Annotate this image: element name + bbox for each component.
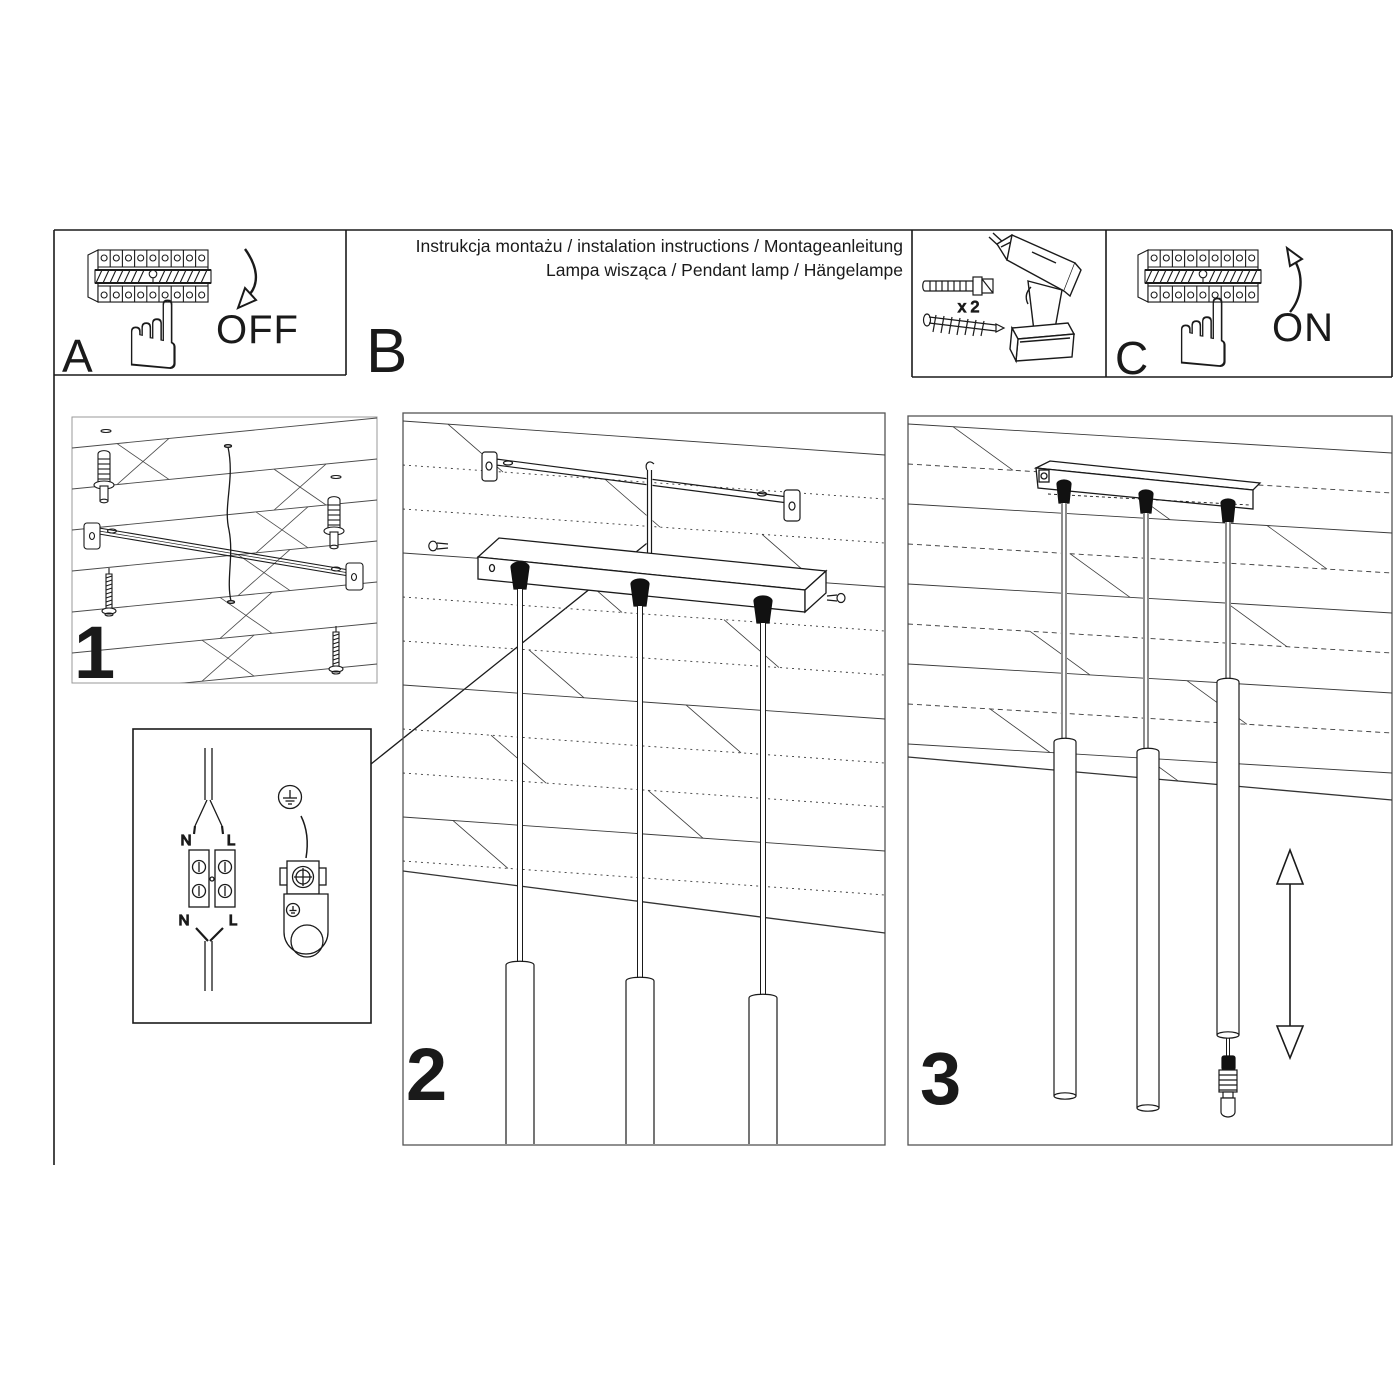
curved-arrow-up-icon [1287,248,1302,312]
off-label: OFF [216,308,299,352]
curved-arrow-down-icon [238,249,256,308]
step-2-panel [403,413,885,1145]
height-adjust-arrow-icon [1277,850,1303,1058]
title-line-2: Lampa wisząca / Pendant lamp / Hängelampe [545,260,903,280]
wire-l-top-label: L [226,832,236,849]
ceiling-screw [827,594,845,603]
pointing-hand-icon: ☝ [124,280,183,392]
wall-anchor-icon [94,451,114,503]
ceiling-wire [225,445,235,604]
step-b-label: B [366,317,408,386]
screw-icon [924,314,1005,336]
wire-n-bottom-label: N [178,912,190,929]
bulb-socket-icon [1219,1038,1237,1117]
terminal-block-icon [189,748,238,991]
anchor-count-label: x 2 [958,299,980,316]
sheet-title [416,236,903,280]
ceiling-pattern [403,421,885,895]
on-label: ON [1272,306,1334,350]
screw-icon [102,568,116,616]
step-3-panel [908,416,1392,1145]
pointing-hand-icon: ☝ [1174,278,1233,390]
step-c-panel [1115,248,1334,390]
step-1-label: 1 [74,611,116,694]
step-a-panel [62,249,299,392]
step-3-label: 3 [920,1037,962,1120]
drill-icon [989,233,1081,361]
earth-symbol-icon [279,786,302,809]
drill-hole-mark [331,476,341,479]
ceiling-screw [429,541,448,551]
title-line-1: Instrukcja montażu / instalation instructions / Montageanleitung [415,236,903,256]
wire-n-top-label: N [180,832,192,849]
ceiling-pattern [72,418,377,694]
wiring-detail-box [133,540,651,1023]
step-c-label: C [1115,332,1149,384]
wall-anchor-icon [324,497,344,549]
drill-hole-mark [101,430,111,433]
ceiling-edge [403,871,885,933]
hanger-rod [646,462,654,556]
earth-clamp-icon [280,816,328,957]
wall-anchor-icon [923,277,993,295]
screw-icon [329,626,343,674]
step-a-label: A [62,330,93,382]
wire-l-bottom-label: L [228,912,238,929]
pendant-cables [518,589,766,998]
tools-panel [923,233,1081,361]
pendant-cables [1062,503,1230,752]
step-2-label: 2 [406,1033,448,1116]
step-1-panel [72,417,377,694]
pendant-tubes [506,961,777,1144]
